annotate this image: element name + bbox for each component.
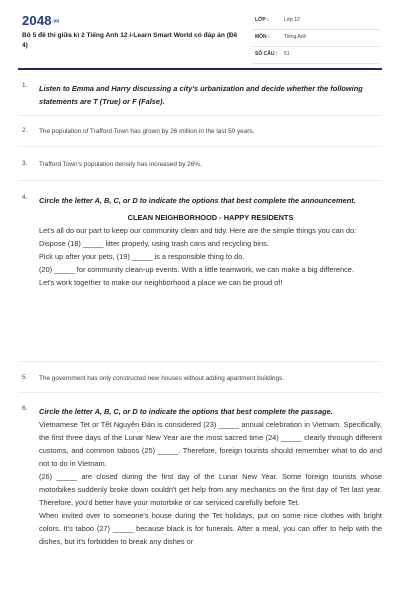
divider — [18, 115, 382, 116]
header — [0, 0, 400, 66]
header-divider — [18, 68, 382, 70]
announcement-title: CLEAN NEIGHBORHOOD - HAPPY RESIDENTS — [127, 213, 294, 222]
question-text: The population of Trafford Town has grown by 26 million in the last 50 years. — [39, 128, 255, 135]
passage-paragraph: Vietnamese Tet or Tết Nguyên Đán is considered (23) _____ annual celebration in Vietnam. Specifically, the first three days of the Lunar New Year are the most sacred time (24) _____ clearly through different customs, and common taboos (25) _____. Therefore, foreign tourists should remember what to do and not to do in Vietnam. — [39, 420, 382, 468]
question-number: 1. — [22, 82, 28, 89]
passage-paragraph: When invited over to someone's house during the Tet holidays, put on some nice clothes with bright colors. It's taboo (27) _____ because black is for funerals. After a meal, you can offer to help with the dishes, but it's forbidden to break any dishes or — [39, 511, 382, 546]
document-title: Bộ 5 đề thi giữa kì 2 Tiếng Anh 12 i-Learn Smart World có đáp án (Đề 4) — [22, 32, 238, 49]
divider — [18, 392, 382, 393]
meta-subject: MÔN : Tiếng Anh — [252, 30, 380, 47]
question-number: 5. — [22, 374, 28, 381]
announcement-line: Let's all do our part to keep our community clean and tidy. Here are the simple things you can do: — [39, 226, 357, 235]
question-number: 3. — [22, 160, 28, 167]
announcement-line: Dispose (18) _____ litter properly, using trash cans and recycling bins. — [39, 239, 269, 248]
announcement-line: Let's work together to make our neighborhood a place we can be proud of! — [39, 278, 283, 287]
divider — [18, 146, 382, 147]
announcement-line: (20) _____ for community clean-up events. With a little teamwork, we can make a big difference. — [39, 265, 354, 274]
question-text: The government has only constructed new houses without adding apartment buildings. — [39, 375, 285, 382]
question-text: Trafford Town's population density has increased by 26%. — [39, 161, 202, 168]
question-number: 4. — [22, 194, 28, 201]
question-number: 2. — [22, 127, 28, 134]
passage — [39, 418, 382, 548]
question-instruction: Circle the letter A, B, C, or D to indicate the options that best complete the passage. — [39, 407, 333, 416]
passage-paragraph: (26) _____ are closed during the first day of the Lunar New Year. Some foreign tourists whose motorbikes suddenly broke down couldn't get help from any mechanics on the first day of Tet last year. Therefore, you'd better have your motorbike or car serviced carefully before Tet. — [39, 472, 382, 507]
divider — [18, 180, 382, 181]
question-instruction: Listen to Emma and Harry discussing a city's urbanization and decide whether the following statements are T (True) or F (False). — [39, 84, 363, 106]
question-instruction: Circle the letter A, B, C, or D to indicate the options that best complete the announcement. — [39, 196, 356, 205]
meta-question-count: SỐ CÂU : 51 — [252, 47, 380, 64]
question-number: 6. — [22, 405, 28, 412]
site-logo[interactable]: 2048.vn — [22, 13, 60, 28]
divider — [18, 361, 382, 362]
announcement-line: Pick up after your pets, (19) _____ is a responsible thing to do. — [39, 252, 245, 261]
announcement — [39, 211, 382, 289]
meta-class: LỚP : Lớp 12 — [252, 13, 380, 30]
